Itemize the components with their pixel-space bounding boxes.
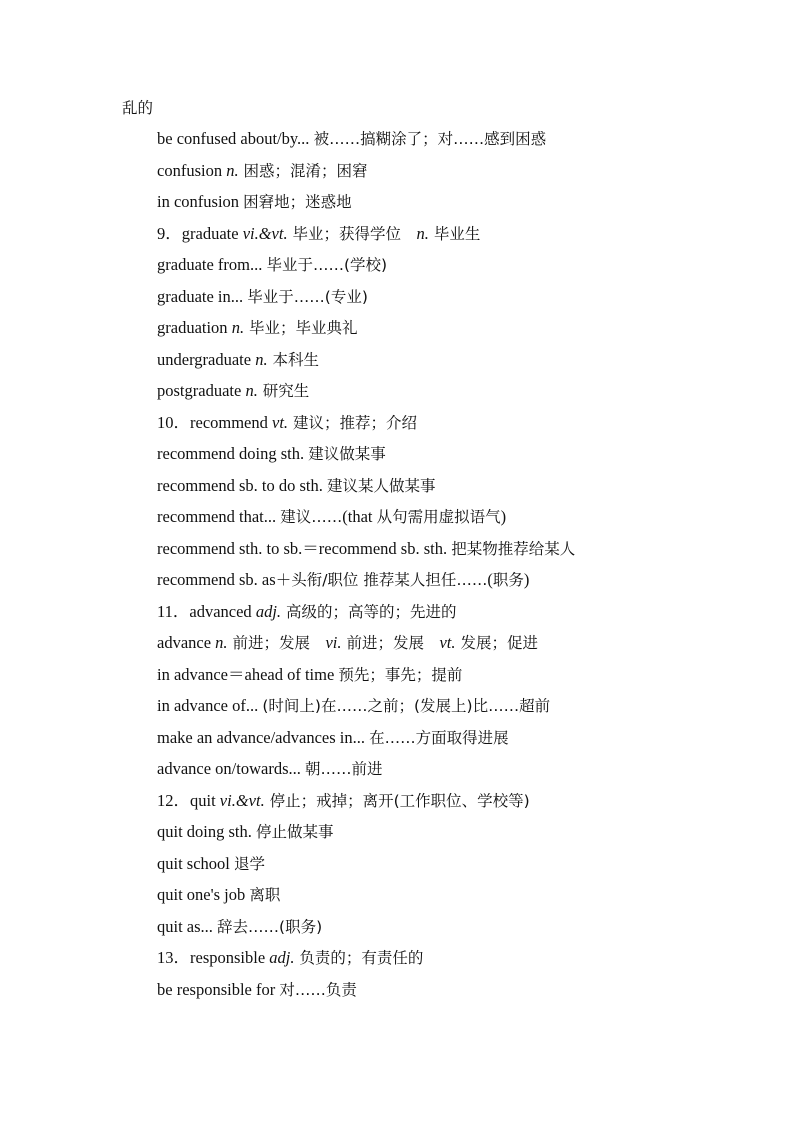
- line-fragment: 毕业于……(学校): [266, 256, 388, 274]
- line-fragment: vi.&vt.: [219, 791, 265, 810]
- line-fragment: 离职: [249, 886, 281, 904]
- line-fragment: (that: [342, 507, 377, 526]
- line-fragment: (时间上)在……之前；(发展上)比……超前: [262, 697, 551, 715]
- line-fragment: (: [487, 570, 493, 589]
- text-line: [157, 348, 319, 372]
- line-fragment: recommend sth. to sb.＝recommend sb. sth.: [157, 539, 452, 558]
- line-fragment: n.: [215, 633, 228, 652]
- line-fragment: 建议；推荐；介绍: [288, 414, 417, 432]
- text-line: [157, 694, 550, 718]
- line-fragment: 研究生: [257, 382, 310, 400]
- text-line: [157, 631, 538, 655]
- line-fragment: advance on/towards...: [157, 759, 305, 778]
- line-fragment: ): [500, 507, 507, 526]
- line-fragment: ): [523, 570, 530, 589]
- line-fragment: 建议某人做某事: [327, 477, 436, 495]
- text-line: [157, 442, 386, 466]
- line-fragment: advance: [157, 633, 216, 652]
- line-fragment: quit as...: [157, 917, 218, 936]
- line-fragment: 退学: [234, 855, 266, 873]
- line-fragment: 对……负责: [279, 981, 357, 999]
- line-fragment: vt.: [439, 633, 456, 652]
- text-line: [157, 663, 462, 687]
- line-fragment: 毕业；获得学位: [287, 225, 417, 243]
- text-line: [157, 505, 506, 529]
- line-fragment: confusion: [157, 161, 227, 180]
- line-fragment: n.: [416, 224, 429, 243]
- line-fragment: 毕业生: [428, 225, 481, 243]
- text-line: [157, 190, 352, 214]
- line-fragment: n.: [226, 161, 239, 180]
- line-fragment: 乱的: [122, 99, 154, 117]
- line-fragment: 13．responsible: [157, 948, 270, 967]
- text-line: [157, 379, 309, 403]
- text-line: [157, 820, 334, 844]
- text-line: [157, 568, 529, 592]
- text-line: [157, 883, 280, 907]
- line-fragment: 发展；促进: [455, 634, 538, 652]
- line-fragment: 职务: [492, 571, 524, 589]
- line-fragment: graduation: [157, 318, 232, 337]
- text-line: [157, 159, 368, 183]
- line-fragment: n.: [245, 381, 258, 400]
- line-fragment: 困窘地；迷惑地: [243, 193, 352, 211]
- line-fragment: 10．recommend: [157, 413, 273, 432]
- line-fragment: recommend doing sth.: [157, 444, 309, 463]
- line-fragment: recommend sb. as: [157, 570, 276, 589]
- line-fragment: adj.: [255, 602, 282, 621]
- line-fragment: be responsible for: [157, 980, 280, 999]
- line-fragment: vi.&vt.: [242, 224, 288, 243]
- text-line: [157, 253, 387, 277]
- text-line: [122, 96, 153, 120]
- line-fragment: 本科生: [267, 351, 320, 369]
- line-fragment: 停止；戒掉；离开(工作职位、学校等): [264, 792, 530, 810]
- text-line: [157, 316, 358, 340]
- text-line: [157, 726, 509, 750]
- text-line: [157, 600, 456, 624]
- text-line: [157, 474, 436, 498]
- text-line: [157, 757, 383, 781]
- text-line: [157, 946, 423, 970]
- text-line: [157, 411, 417, 435]
- line-fragment: postgraduate: [157, 381, 246, 400]
- line-fragment: be confused about/by...: [157, 129, 314, 148]
- line-fragment: in advance＝ahead of time: [157, 665, 339, 684]
- line-fragment: 停止做某事: [256, 823, 334, 841]
- line-fragment: 高级的；高等的；先进的: [281, 603, 457, 621]
- text-line: [157, 978, 357, 1002]
- text-line: [157, 127, 546, 151]
- line-fragment: 预先；事先；提前: [338, 666, 463, 684]
- line-fragment: quit doing sth.: [157, 822, 257, 841]
- line-fragment: 建议……: [280, 508, 343, 526]
- line-fragment: graduate in...: [157, 287, 248, 306]
- line-fragment: quit school: [157, 854, 234, 873]
- text-line: [157, 285, 368, 309]
- line-fragment: 困惑；混淆；困窘: [238, 162, 368, 180]
- line-fragment: 被……搞糊涂了；对……感到困惑: [313, 130, 547, 148]
- line-fragment: n.: [255, 350, 268, 369]
- line-fragment: 从句需用虚拟语气: [376, 508, 501, 526]
- line-fragment: 毕业；毕业典礼: [244, 319, 358, 337]
- text-line: [157, 915, 322, 939]
- line-fragment: 12．quit: [157, 791, 220, 810]
- line-fragment: recommend sb. to do sth.: [157, 476, 328, 495]
- line-fragment: undergraduate: [157, 350, 256, 369]
- line-fragment: 把某物推荐给某人: [451, 540, 576, 558]
- line-fragment: in advance of...: [157, 696, 263, 715]
- line-fragment: 毕业于……(专业): [247, 288, 368, 306]
- text-line: [157, 222, 480, 246]
- line-fragment: make an advance/advances in...: [157, 728, 370, 747]
- line-fragment: graduate from...: [157, 255, 267, 274]
- line-fragment: 在……方面取得进展: [369, 729, 509, 747]
- line-fragment: quit one's job: [157, 885, 250, 904]
- text-line: [157, 537, 575, 561]
- line-fragment: n.: [231, 318, 245, 337]
- line-fragment: ＋头衔/职位 推荐某人担任……: [275, 571, 488, 589]
- line-fragment: 负责的；有责任的: [294, 949, 424, 967]
- line-fragment: vi.: [325, 633, 342, 652]
- line-fragment: in confusion: [157, 192, 244, 211]
- line-fragment: 辞去……(职务): [217, 918, 323, 936]
- line-fragment: 前进；发展: [341, 634, 440, 652]
- text-line: [157, 789, 530, 813]
- line-fragment: 前进；发展: [227, 634, 326, 652]
- line-fragment: 11．advanced: [157, 602, 256, 621]
- line-fragment: 建议做某事: [308, 445, 386, 463]
- line-fragment: recommend that...: [157, 507, 281, 526]
- text-line: [157, 852, 265, 876]
- line-fragment: 9．graduate: [157, 224, 243, 243]
- line-fragment: adj.: [269, 948, 295, 967]
- line-fragment: vt.: [272, 413, 289, 432]
- line-fragment: 朝……前进: [305, 760, 383, 778]
